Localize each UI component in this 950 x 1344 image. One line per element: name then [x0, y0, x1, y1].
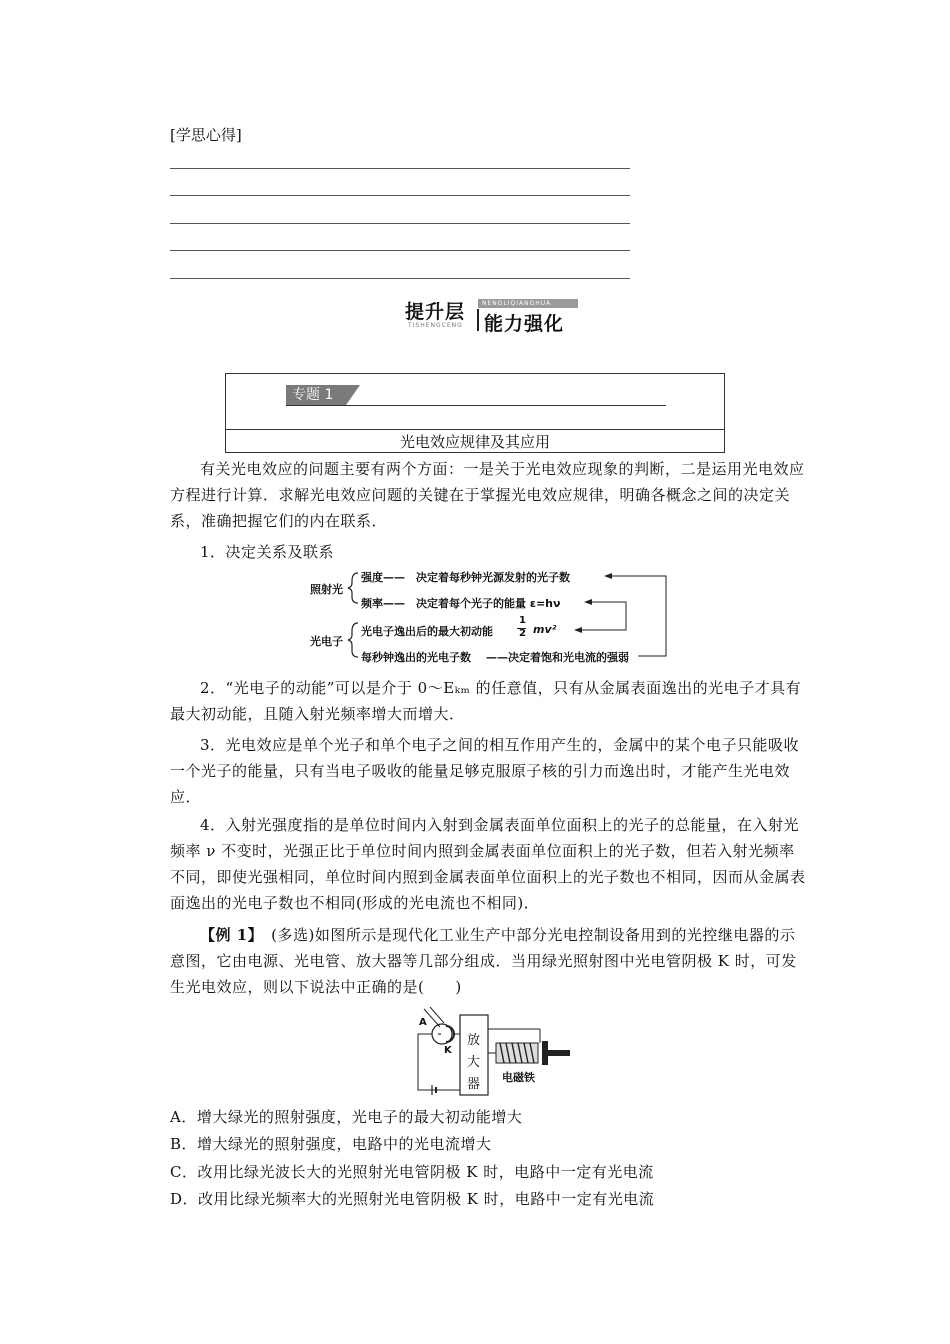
diagram-count: 每秒钟逸出的光电子数	[361, 651, 471, 664]
example-text: (多选)如图所示是现代化工业生产中部分光电控制设备用到的光控继电器的示意图，它由电源、光电管、放大器等几部分组成．当用绿光照射图中光电管阴极 K 时，可发生光电效应，则以下说法中正确的是( )	[170, 926, 797, 996]
relay-diagram	[410, 1005, 580, 1097]
topic-rule	[286, 405, 666, 406]
example-label: 【例 1】	[200, 926, 256, 944]
note-line	[170, 195, 630, 196]
diagram-count-desc: ——决定着饱和光电流的强弱	[486, 651, 629, 664]
note-line	[170, 168, 630, 169]
note-line	[170, 250, 630, 251]
relay-anode-label: A	[419, 1017, 427, 1028]
banner-divider	[477, 309, 479, 331]
note-line	[170, 278, 630, 279]
point-2: 2．“光电子的动能”可以是介于 0～Eₖₘ 的任意值，只有从金属表面逸出的光电子才具有最大初动能，且随入射光频率增大而增大．	[170, 679, 802, 723]
banner-right-title: 能力强化	[484, 313, 565, 335]
option-c: C．改用比绿光波长大的光照射光电管阴极 K 时，电路中一定有光电流	[170, 1163, 654, 1181]
diagram-ke-frac-den: 2	[519, 628, 526, 639]
diagram-light: 照射光	[310, 583, 343, 596]
point-3: 3．光电效应是单个光子和单个电子之间的相互作用产生的，金属中的某个电子只能吸收一个光子的能量，只有当电子吸收的能量足够克服原子核的引力而逸出时，才能产生光电效应．	[170, 736, 800, 806]
amplifier-char-1: 放	[467, 1033, 481, 1048]
note-line	[170, 223, 630, 224]
topic-box	[225, 373, 725, 453]
electromagnet-label: 电磁铁	[502, 1071, 535, 1084]
diagram-intensity: 强度——	[361, 571, 405, 584]
topic-tag: 专题 1	[286, 385, 346, 405]
relationship-diagram	[308, 567, 673, 665]
relay-drawing	[410, 1005, 580, 1097]
point-1: 1．决定关系及联系	[200, 543, 335, 561]
amplifier-char-3: 器	[467, 1077, 481, 1092]
diagram-electron: 光电子	[310, 635, 343, 648]
diagram-frequency: 频率——	[361, 597, 405, 610]
option-a: A．增大绿光的照射强度，光电子的最大初动能增大	[170, 1108, 523, 1126]
point-4: 4．入射光强度指的是单位时间内入射到金属表面单位面积上的光子的总能量，在入射光频率 ν 不变时，光强正比于单位时间内照到金属表面单位面积上的光子数，但若入射光频率不同，即使光强相同，单位时间内照到金属表面单位面积上的光子数也不相同，因而从金属表面逸出的光电子数也不相同(形成的光电流也不相同)．	[170, 816, 806, 912]
diagram-ke-formula: mv²	[533, 623, 557, 636]
notes-heading: [学思心得]	[170, 126, 242, 144]
diagram-ke: 光电子逸出后的最大初动能	[361, 625, 493, 638]
intro-paragraph: 有关光电效应的问题主要有两个方面：一是关于光电效应现象的判断，二是运用光电效应方程进行计算．求解光电效应问题的关键在于掌握光电效应规律，明确各概念之间的决定关系，准确把握它们的内在联系．	[170, 460, 805, 530]
topic-title: 光电效应规律及其应用	[399, 433, 550, 451]
banner-left-pinyin: TISHENGCENG	[408, 322, 463, 329]
diagram-intensity-desc: 决定着每秒钟光源发射的光子数	[416, 571, 570, 584]
banner-left-title: 提升层	[405, 301, 466, 323]
option-b: B．增大绿光的照射强度，电路中的光电流增大	[170, 1135, 492, 1153]
option-d: D．改用比绿光频率大的光照射光电管阴极 K 时，电路中一定有光电流	[170, 1190, 655, 1208]
example-1	[170, 922, 810, 1000]
diagram-ke-frac-num: 1	[519, 615, 526, 626]
banner-right-pinyin: NENGLIQIANGHUA	[482, 300, 552, 307]
diagram-frequency-desc: 决定着每个光子的能量 ε=hν	[416, 597, 561, 610]
relay-cathode-label: K	[444, 1045, 452, 1056]
section-banner	[400, 295, 590, 335]
amplifier-char-2: 大	[467, 1055, 481, 1070]
